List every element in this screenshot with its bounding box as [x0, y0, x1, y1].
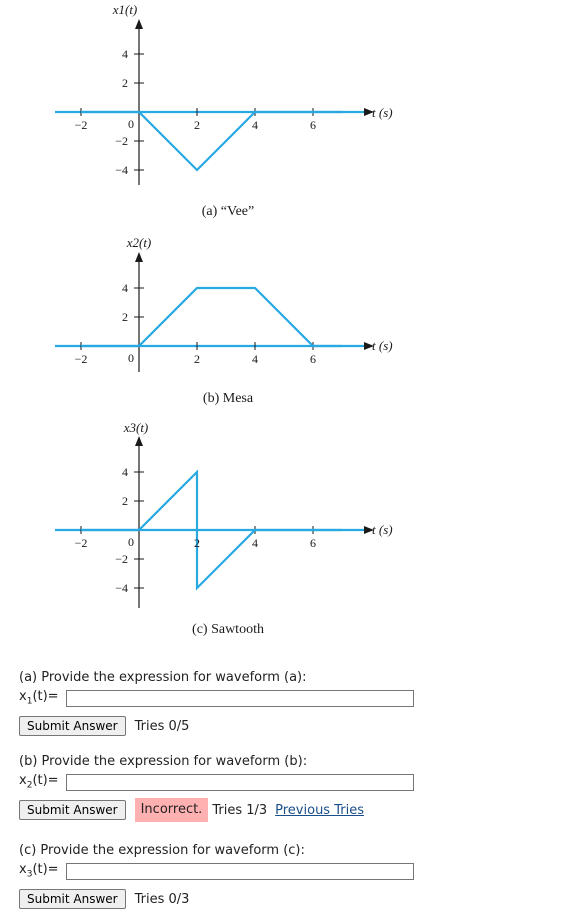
x-tick-label: −2 — [74, 118, 88, 132]
y-axis-arrow — [135, 252, 143, 262]
answer-label-b: $x_2(t)=$ — [19, 773, 59, 791]
x-axis-label: t (s) — [372, 105, 393, 120]
answer-row-c — [19, 859, 539, 883]
question-b-prompt: (b) Provide the expression for waveform (b): — [19, 754, 308, 769]
submit-answer-button-b[interactable]: Submit Answer — [19, 800, 126, 820]
origin-tick-label: 0 — [128, 351, 134, 365]
panel-caption: (b) Mesa — [202, 391, 254, 406]
answer-input-a[interactable] — [66, 690, 414, 707]
waveform-series-line — [81, 288, 342, 346]
incorrect-status-badge: Incorrect. — [135, 798, 209, 822]
answer-input-c[interactable] — [66, 863, 414, 880]
x-tick-label: −2 — [74, 352, 88, 366]
answer-row-a — [19, 686, 539, 710]
x-tick-label: 2 — [194, 536, 200, 550]
y-axis-label: x2(t) — [126, 235, 152, 250]
y-tick-label: 2 — [122, 76, 128, 90]
y-tick-label: −2 — [115, 134, 128, 148]
x-tick-label: 4 — [252, 536, 258, 550]
origin-tick-label: 0 — [128, 117, 134, 131]
question-c-prompt: (c) Provide the expression for waveform (c): — [19, 843, 305, 858]
y-tick-label: 4 — [122, 465, 128, 479]
question-a — [19, 669, 539, 738]
actions-a — [19, 714, 539, 738]
y-tick-label: 4 — [122, 47, 128, 61]
y-axis-label: x1(t) — [112, 2, 138, 17]
waveform-panel-1 — [55, 252, 374, 372]
x-tick-label: 6 — [310, 536, 316, 550]
origin-tick-label: 0 — [128, 535, 134, 549]
y-tick-label: −4 — [115, 581, 128, 595]
y-axis-arrow — [135, 436, 143, 446]
x-tick-label: −2 — [74, 536, 88, 550]
answer-row-b — [19, 770, 539, 794]
x-tick-label: 6 — [310, 118, 316, 132]
tries-count-c: Tries 0/3 — [134, 891, 190, 907]
answer-input-b[interactable] — [66, 774, 414, 791]
tries-count-b: Tries 1/3 — [212, 802, 268, 818]
y-tick-label: 4 — [122, 281, 128, 295]
x-tick-label: 2 — [194, 118, 200, 132]
waveform-panel-2 — [55, 436, 374, 608]
y-tick-label: 2 — [122, 494, 128, 508]
waveform-panel-0 — [55, 19, 374, 185]
question-a-prompt: (a) Provide the expression for waveform (a): — [19, 670, 307, 685]
x-axis-label: t (s) — [372, 338, 393, 353]
previous-tries-link[interactable]: Previous Tries — [275, 802, 364, 818]
y-tick-label: −4 — [115, 163, 128, 177]
x-tick-label: 2 — [194, 352, 200, 366]
y-axis-label: x3(t) — [123, 420, 149, 435]
tries-count-a: Tries 0/5 — [134, 718, 190, 734]
actions-c — [19, 887, 539, 911]
actions-b — [19, 798, 539, 822]
answer-label-c: $x_3(t)=$ — [19, 862, 59, 880]
submit-answer-button-a[interactable]: Submit Answer — [19, 716, 126, 736]
y-tick-label: 2 — [122, 310, 128, 324]
question-c — [19, 842, 539, 911]
x-tick-label: 4 — [252, 118, 258, 132]
answer-label-a: $x_1(t)=$ — [19, 689, 59, 707]
y-tick-label: −2 — [115, 552, 128, 566]
y-axis-arrow — [135, 19, 143, 29]
x-axis-label: t (s) — [372, 522, 393, 537]
panel-caption: (c) Sawtooth — [192, 622, 264, 637]
submit-answer-button-c[interactable]: Submit Answer — [19, 889, 126, 909]
x-tick-label: 6 — [310, 352, 316, 366]
panel-caption: (a) “Vee” — [201, 204, 255, 219]
x-tick-label: 4 — [252, 352, 258, 366]
question-b — [19, 753, 539, 822]
